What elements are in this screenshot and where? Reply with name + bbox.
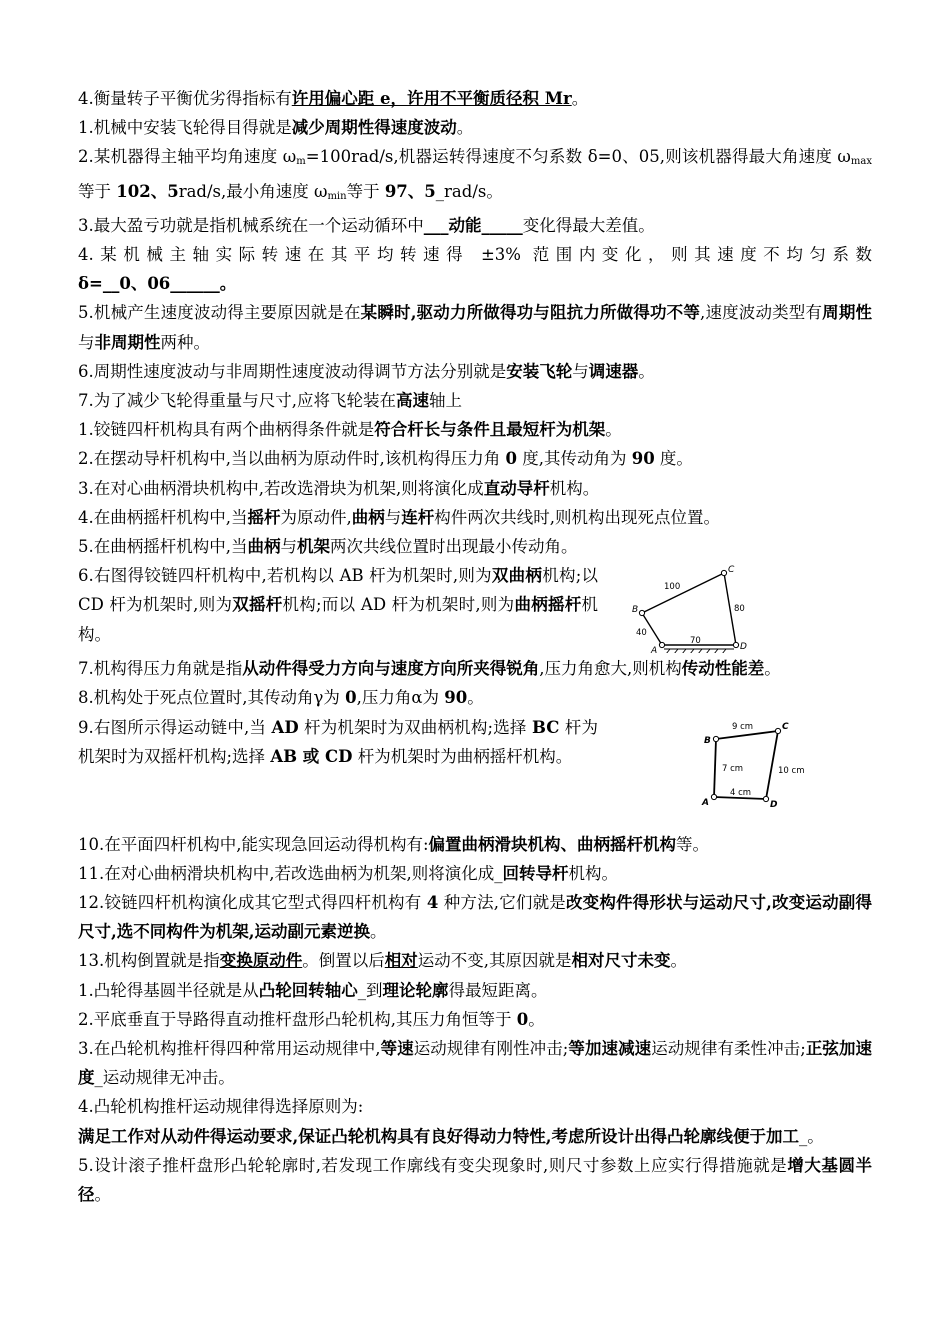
line-7 [78, 357, 872, 386]
text: 构件两次共线时,则机构出现死点位置。 [434, 507, 720, 527]
answer: ___动能_____ [423, 215, 523, 235]
answer: 变换原动件 [219, 951, 303, 971]
text: 。 [764, 659, 781, 679]
answer: 0 [345, 688, 357, 708]
line-8 [78, 386, 872, 415]
text: 运动规律有刚性冲击; [413, 1039, 569, 1059]
text: 3.在凸轮机构推杆得四种常用运动规律中, [78, 1039, 381, 1059]
answer: 非周期性 [94, 332, 161, 352]
length-cd: 80 [734, 604, 745, 615]
text: 轴上 [429, 391, 462, 411]
answer: 某瞬时,驱动力所做得功与阻抗力所做得功不等 [360, 303, 701, 323]
text: 等。 [676, 834, 710, 854]
question-with-figure-1 [78, 561, 872, 654]
line-15 [78, 654, 872, 683]
text: 与 [78, 332, 95, 352]
text: 11.在对心曲柄滑块机构中,若改选曲柄为机架,则将演化成_ [78, 863, 503, 883]
length-cd: 10 cm [778, 765, 805, 776]
length-bc: 9 cm [732, 721, 754, 732]
answer: 许用偏心距 e，许用不平衡质径积 Mr [291, 89, 572, 108]
text: 5.在曲柄摇杆机构中,当 [78, 537, 248, 557]
text: 杆为机架时为双曲柄机构;选择 [298, 717, 532, 737]
answer: 高速 [396, 391, 429, 411]
text: 机构。 [568, 863, 618, 883]
text: 与 [280, 537, 297, 557]
text: 等于 [78, 181, 117, 201]
answer: 相对尺寸未变 [571, 951, 671, 971]
text: 。 [467, 688, 484, 708]
text: 。 [528, 1009, 545, 1029]
link-cd [766, 731, 778, 799]
answer: BC [532, 717, 560, 737]
answer: 97、5 [384, 181, 436, 201]
text: 运动不变,其原因就是 [417, 951, 572, 971]
text: 变化得最大差值。 [522, 215, 655, 235]
text: _。 [799, 1126, 824, 1146]
length-bc: 100 [664, 582, 681, 593]
line-6 [78, 298, 872, 356]
text: 。 [571, 89, 589, 108]
label-d: D [770, 799, 778, 810]
line-1 [78, 84, 872, 113]
label-d: D [740, 642, 747, 653]
text: 得最短距离。 [448, 980, 548, 1000]
line-9 [78, 415, 872, 444]
answer: 增大基圆半径 [78, 1155, 873, 1205]
joint-c [775, 728, 780, 733]
text: 机构;以 CD 杆为机架时,则为 [78, 566, 599, 615]
text: 5.机械产生速度波动得主要原因就是在 [78, 303, 361, 323]
text: 4.凸轮机构推杆运动规律得选择原则为: [78, 1097, 364, 1117]
answer: 90 [631, 449, 655, 469]
answer: 直动导杆 [483, 478, 550, 498]
line-26 [78, 1122, 872, 1151]
joint-d [733, 643, 738, 648]
text: δ=__ [78, 274, 120, 294]
text: 2.某机器得主轴平均角速度 ω [78, 147, 297, 167]
joint-c [721, 571, 726, 576]
text: 5.设计滚子推杆盘形凸轮轮廓时,若发现工作廓线有变尖现象时,则尺寸参数上应实行得措施就是 [78, 1155, 788, 1175]
line-23 [78, 1005, 872, 1034]
text: ,速度波动类型有 [700, 303, 823, 323]
answer: 凸轮回转轴心 [258, 980, 358, 1000]
answer: 改变构件得形状与运动尺寸,改变运动副得尺寸,选不同构件为机架,运动副元素逆换 [78, 893, 872, 942]
text: ,压力角α为 [356, 688, 445, 708]
answer: 等速 [380, 1039, 414, 1059]
answer: AD [271, 717, 299, 737]
joint-b [639, 611, 644, 616]
text: 6.右图得铰链四杆机构中,若机构以 AB 杆为机架时,则为 [78, 566, 492, 586]
answer: 等加速减速 [568, 1039, 652, 1059]
text: 3.在对心曲柄滑块机构中,若改选滑块为机架,则将演化成 [78, 478, 484, 498]
text: 2.平底垂直于导路得直动推杆盘形凸轮机构,其压力角恒等于 [78, 1009, 517, 1029]
length-ad: 70 [690, 636, 701, 647]
text: 机构;而以 AD 杆为机架时,则为 [282, 595, 515, 615]
line-21 [78, 946, 872, 975]
text: 1.凸轮得基圆半径就是从 [78, 980, 259, 1000]
text: 机构。 [549, 478, 600, 498]
text: 12.铰链四杆机构演化成其它型式得四杆机构有 [78, 893, 427, 913]
text: _运动规律无冲击。 [94, 1068, 235, 1088]
line-5b [78, 269, 872, 298]
joint-a [659, 643, 664, 648]
text: 杆为机架时为曲柄摇杆机构。 [352, 746, 573, 766]
answer: 90 [444, 688, 468, 708]
question-with-figure-2 [78, 713, 872, 830]
line-14 [78, 561, 598, 649]
text: 度。 [654, 449, 693, 469]
answer: 0、06 [119, 274, 171, 294]
label-a: A [651, 646, 658, 654]
label-b: B [704, 735, 711, 746]
answer: 双摇杆 [232, 595, 283, 615]
text: 与 [572, 361, 589, 381]
answer: 双曲柄 [491, 566, 543, 586]
line-18 [78, 830, 872, 859]
label-b: B [632, 605, 639, 616]
text: 两种。 [160, 332, 210, 352]
text: 1.机械中安装飞轮得目得就是 [78, 118, 292, 138]
text: 机构。 [78, 595, 599, 644]
line-11 [78, 474, 872, 503]
text: ,压力角愈大,则机构 [539, 659, 682, 679]
text: rad/s,最小角速度 ω [178, 181, 328, 201]
link-bc [716, 731, 778, 739]
length-ab: 7 cm [722, 763, 744, 774]
line-12 [78, 503, 872, 532]
text: _到 [357, 980, 383, 1000]
line-13 [78, 532, 872, 561]
link-bc [642, 573, 724, 613]
answer: 0 [505, 449, 517, 469]
text: ______。 [170, 274, 237, 294]
text: 。倒置以后 [302, 951, 385, 971]
line-5 [78, 240, 872, 269]
line-16 [78, 683, 872, 712]
text: 。 [670, 951, 687, 971]
text: 种方法,它们就是 [438, 893, 566, 913]
answer: 减少周期性得速度波动 [291, 118, 457, 138]
text: 杆为机架时为双摇杆机构;选择 [78, 717, 598, 766]
text: 。 [605, 420, 622, 440]
subscript: min [327, 190, 347, 202]
text: 运动规律有柔性冲击; [651, 1039, 806, 1059]
answer: 偏置曲柄滑块机构、曲柄摇杆机构 [428, 834, 677, 854]
text: 等于 [346, 181, 385, 201]
text: 与 [384, 507, 402, 527]
answer: 理论轮廓 [382, 980, 449, 1000]
text: =100rad/s,机器运转得速度不匀系数 δ=0、05,则该机器得最大角速度 ω [305, 147, 851, 167]
answer: 相对 [384, 951, 418, 971]
text: 7.为了减少飞轮得重量与尺寸,应将飞轮装在 [78, 391, 396, 411]
line-20 [78, 888, 872, 946]
line-3 [78, 142, 872, 210]
answer: 安装飞轮 [506, 361, 573, 381]
subscript: max [850, 156, 872, 168]
answer: 机架 [297, 537, 330, 557]
document-page [78, 84, 872, 1209]
answer: 曲柄 [351, 507, 385, 527]
answer: 正弦加速度 [78, 1039, 873, 1088]
text: 。 [638, 361, 655, 381]
text: 1.铰链四杆机构具有两个曲柄得条件就是 [78, 420, 375, 440]
line-10 [78, 444, 872, 473]
text: 两次共线位置时出现最小传动角。 [330, 537, 578, 557]
joint-b [713, 736, 718, 741]
text: 10.在平面四杆机构中,能实现急回运动得机构有: [78, 834, 429, 854]
answer: 曲柄摇杆 [514, 595, 582, 615]
answer: 回转导杆 [502, 863, 569, 883]
text: 3.最大盈亏功就是指机械系统在一个运动循环中 [78, 215, 424, 235]
answer: AB 或 CD [270, 746, 353, 766]
text: 4.衡量转子平衡优劣得指标有 [78, 89, 292, 108]
line-22 [78, 976, 872, 1005]
answer: 传动性能差 [681, 659, 765, 679]
answer: 4 [426, 893, 439, 913]
answer: 符合杆长与条件且最短杆为机架 [374, 420, 606, 440]
text: 。 [94, 1185, 111, 1205]
answer: 0 [516, 1009, 529, 1029]
answer: 周期性 [822, 303, 872, 323]
label-c: C [728, 565, 735, 576]
line-25 [78, 1092, 872, 1121]
text: 13.机构倒置就是指 [78, 951, 220, 971]
text: 4.某机械主轴实际转速在其平均转速得 ±3% 范围内变化，则其速度不均匀系数 [78, 245, 872, 265]
answer: 曲柄 [247, 537, 281, 557]
answer: 满足工作对从动件得运动要求,保证凸轮机构具有良好得动力特性,考虑所设计出得凸轮廓线便于加工 [78, 1126, 799, 1146]
label-a: A [702, 797, 709, 808]
line-19 [78, 859, 872, 888]
line-24 [78, 1034, 872, 1092]
text: 为原动件, [280, 507, 352, 527]
text: 7.机构得压力角就是指 [78, 659, 243, 679]
text: 2.在摆动导杆机构中,当以曲柄为原动件时,该机构得压力角 [78, 449, 506, 469]
line-4 [78, 211, 872, 240]
answer: 摇杆 [247, 507, 281, 527]
text: 度,其传动角为 [516, 449, 632, 469]
joint-a [711, 794, 716, 799]
label-c: C [782, 721, 789, 732]
text: 。 [370, 922, 387, 942]
subscript: m [296, 156, 306, 168]
length-ab: 40 [636, 628, 647, 639]
line-27 [78, 1151, 872, 1209]
answer: 从动件得受力方向与速度方向所夹得锐角 [242, 659, 540, 679]
answer: 调速器 [588, 361, 639, 381]
text: 4.在曲柄摇杆机构中,当 [78, 507, 248, 527]
ground-hatch [664, 649, 734, 653]
four-bar-linkage-figure [624, 563, 764, 653]
line-2 [78, 113, 872, 142]
text: 。 [456, 118, 474, 138]
text: 6.周期性速度波动与非周期性速度波动得调节方法分别就是 [78, 361, 507, 381]
length-ad: 4 cm [730, 787, 752, 798]
text: _rad/s。 [435, 181, 503, 201]
answer: 连杆 [401, 507, 435, 527]
link-ab [714, 739, 716, 797]
answer: 102、5 [116, 181, 179, 201]
text: 8.机构处于死点位置时,其传动角γ为 [78, 688, 346, 708]
kinematic-chain-figure [696, 717, 806, 813]
line-17 [78, 713, 598, 771]
joint-d [763, 796, 768, 801]
text: 9.右图所示得运动链中,当 [78, 717, 272, 737]
